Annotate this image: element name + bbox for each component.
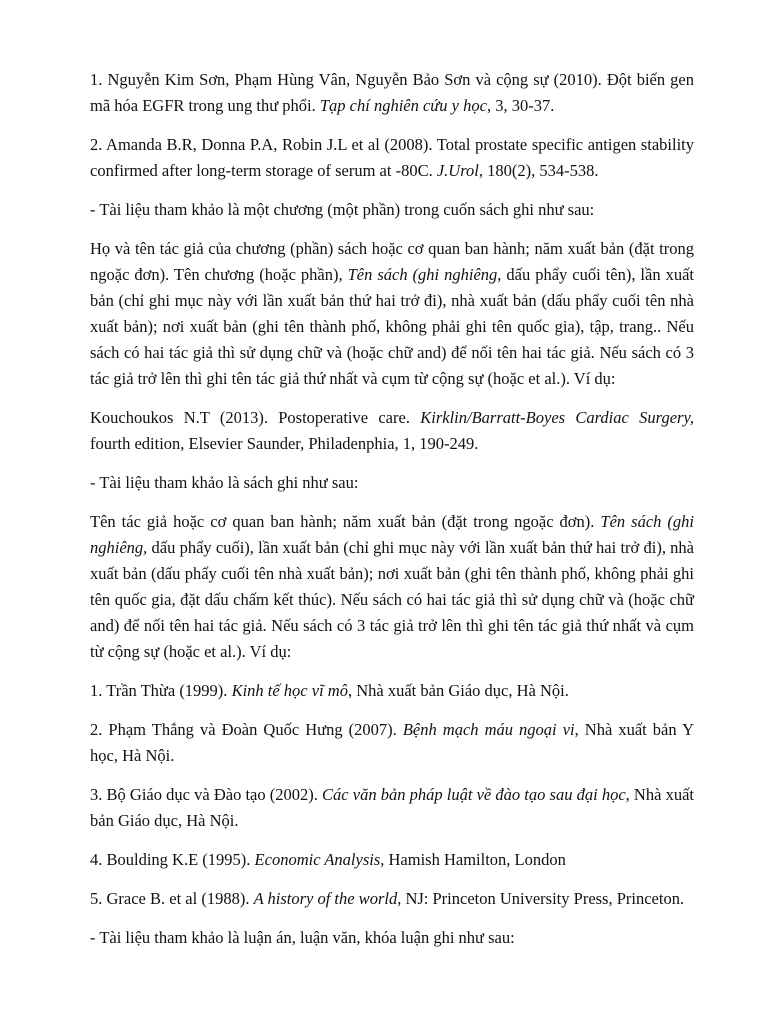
reference-1 bbox=[90, 67, 694, 119]
reference-2 bbox=[90, 132, 694, 184]
reference-1-details: , 3, 30-37. bbox=[486, 96, 555, 115]
book-example-2-title: Bệnh mạch máu ngoại vi bbox=[402, 720, 575, 739]
book-example-1-author: 1. Trần Thừa (1999). bbox=[90, 681, 232, 700]
book-section-heading bbox=[90, 470, 694, 496]
book-example-1-publisher: , Nhà xuất bản Giáo dục, Hà Nội. bbox=[347, 681, 569, 700]
reference-1-journal: Tạp chí nghiên cứu y học bbox=[319, 96, 487, 115]
book-format-rule-rest: dấu phẩy cuối), lần xuất bản (chỉ ghi mục này với lần xuất bản thứ hai trở đi), nhà xuất bản (dấu phẩy cuối tên nhà xuất bản); nơi xuất bản (ghi tên thành phố, không phải ghi tên quốc gia, đặt dấu chấm kết thúc). Nếu sách có hai tác giả thì sử dụng chữ và (hoặc chữ and) để nối tên hai tác giả. Nếu sách có 3 tác giả trở lên thì ghi tên tác giả thứ nhất và cụm từ cộng sự (hoặc et al.). Ví dụ: bbox=[90, 538, 694, 661]
chapter-example-text: Kouchoukos N.T (2013). Postoperative care. bbox=[90, 408, 421, 427]
reference-2-text: 2. Amanda B.R, Donna P.A, Robin J.L et al (2008). Total prostate specific antigen stability confirmed after long-term storage of serum at -80C. bbox=[90, 135, 694, 180]
book-example-1-title: Kinh tế học vĩ mô bbox=[231, 681, 348, 700]
document-page bbox=[90, 67, 694, 951]
thesis-section-heading bbox=[90, 925, 694, 951]
book-example-3-title: Các văn bản pháp luật về đào tạo sau đại học bbox=[322, 785, 626, 804]
book-example-4 bbox=[90, 847, 694, 873]
book-format-rule-italic: Tên sách (ghi nghiêng, bbox=[90, 512, 694, 557]
book-example-1 bbox=[90, 678, 694, 704]
book-section-heading-text: - Tài liệu tham khảo là sách ghi như sau: bbox=[90, 473, 359, 492]
reference-1-text: 1. Nguyễn Kim Sơn, Phạm Hùng Vân, Nguyễn Bảo Sơn và cộng sự (2010). Đột biến gen mã hóa EGFR trong ung thư phổi. bbox=[90, 70, 694, 115]
chapter-section-heading bbox=[90, 197, 694, 223]
book-example-3-author: 3. Bộ Giáo dục và Đào tạo (2002). bbox=[90, 785, 323, 804]
book-example-5-author: 5. Grace B. et al (1988). bbox=[90, 889, 254, 908]
book-example-4-title: Economic Analysis bbox=[254, 850, 381, 869]
book-example-3 bbox=[90, 782, 694, 834]
chapter-format-rule-italic: Tên sách (ghi nghiêng, bbox=[347, 265, 502, 284]
chapter-example-book-title: Kirklin/Barratt-Boyes Cardiac Surgery, bbox=[420, 408, 694, 427]
reference-2-journal: J.Urol bbox=[436, 161, 479, 180]
book-example-4-publisher: , Hamish Hamilton, London bbox=[380, 850, 566, 869]
chapter-section-heading-text: - Tài liệu tham khảo là một chương (một phần) trong cuốn sách ghi như sau: bbox=[90, 200, 595, 219]
book-format-rule-text: Tên tác giả hoặc cơ quan ban hành; năm xuất bản (đặt trong ngoặc đơn). bbox=[90, 512, 601, 531]
reference-2-details: , 180(2), 534-538. bbox=[478, 161, 599, 180]
chapter-format-rule bbox=[90, 236, 694, 392]
book-example-5-publisher: NJ: Princeton University Press, Princeton. bbox=[401, 889, 685, 908]
book-example-5 bbox=[90, 886, 694, 912]
chapter-example-details: fourth edition, Elsevier Saunder, Philadenphia, 1, 190-249. bbox=[90, 434, 479, 453]
chapter-example bbox=[90, 405, 694, 457]
book-example-2-author: 2. Phạm Thắng và Đoàn Quốc Hưng (2007). bbox=[90, 720, 403, 739]
book-example-4-author: 4. Boulding K.E (1995). bbox=[90, 850, 255, 869]
book-example-5-title: A history of the world, bbox=[253, 889, 402, 908]
book-format-rule bbox=[90, 509, 694, 665]
book-example-2 bbox=[90, 717, 694, 769]
book-example-2-publisher: , Nhà xuất bản Y học, Hà Nội. bbox=[90, 720, 694, 765]
thesis-section-heading-text: - Tài liệu tham khảo là luận án, luận văn, khóa luận ghi như sau: bbox=[90, 928, 515, 947]
chapter-format-rule-rest: dấu phẩy cuối tên), lần xuất bản (chỉ ghi mục này với lần xuất bản thứ hai trở đi), nhà xuất bản (dấu phẩy cuối tên nhà xuất bản); nơi xuất bản (ghi tên thành phố, không phải ghi tên quốc gia), tập, trang.. Nếu sách có hai tác giả thì sử dụng chữ và (hoặc chữ and) để nối tên hai tác giả. Nếu sách có 3 tác giả trở lên thì ghi tên tác giả thứ nhất và cụm từ cộng sự (hoặc et al.). Ví dụ: bbox=[90, 265, 694, 388]
chapter-format-rule-text: Họ và tên tác giả của chương (phần) sách hoặc cơ quan ban hành; năm xuất bản (đặt trong ngoặc đơn). Tên chương (hoặc phần), bbox=[90, 239, 694, 284]
book-example-3-publisher: , Nhà xuất bản Giáo dục, Hà Nội. bbox=[90, 785, 694, 830]
